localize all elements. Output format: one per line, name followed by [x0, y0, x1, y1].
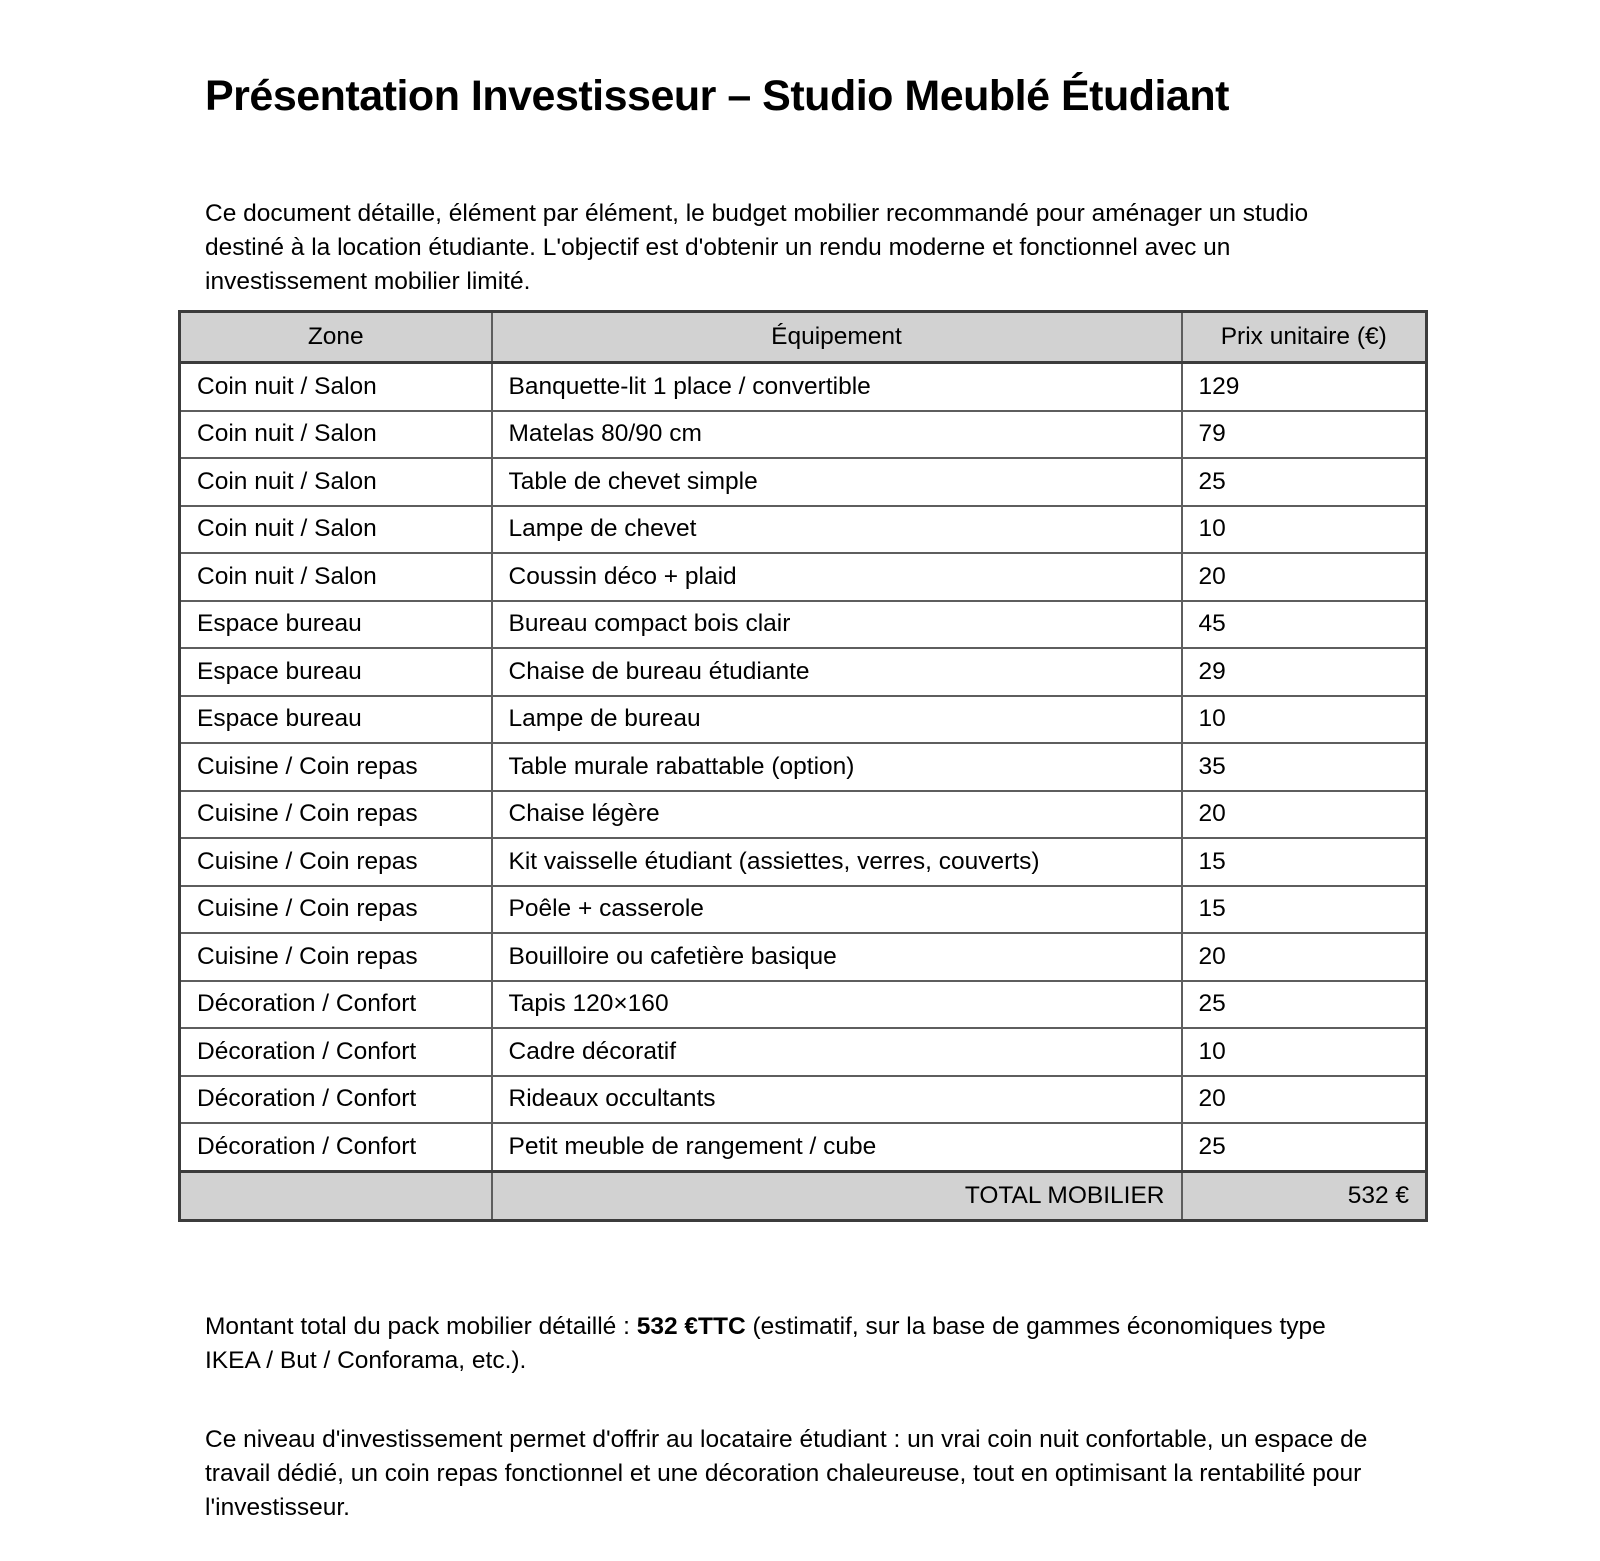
zone-cell: Espace bureau: [180, 648, 492, 696]
budget-table: [178, 310, 1428, 1222]
total-paragraph-amount: 532 €TTC: [636, 1312, 746, 1340]
table-row: [180, 743, 1427, 791]
prix-cell: 20: [1182, 933, 1427, 981]
table-row: [180, 981, 1427, 1029]
zone-cell: Décoration / Confort: [180, 1028, 492, 1076]
total-empty-cell: [180, 1171, 492, 1220]
equipement-cell: Table murale rabattable (option): [492, 743, 1182, 791]
zone-cell: Cuisine / Coin repas: [180, 743, 492, 791]
table-row: [180, 1028, 1427, 1076]
col-header-prix: Prix unitaire (€): [1182, 312, 1427, 363]
equipement-cell: Bouilloire ou cafetière basique: [492, 933, 1182, 981]
prix-cell: 20: [1182, 553, 1427, 601]
prix-cell: 20: [1182, 791, 1427, 839]
prix-cell: 25: [1182, 981, 1427, 1029]
prix-cell: 129: [1182, 363, 1427, 411]
table-row: [180, 601, 1427, 649]
prix-cell: 29: [1182, 648, 1427, 696]
table-row: [180, 838, 1427, 886]
page-title: Présentation Investisseur – Studio Meublé Étudiant: [205, 72, 1229, 120]
prix-cell: 10: [1182, 696, 1427, 744]
zone-cell: Espace bureau: [180, 696, 492, 744]
equipement-cell: Banquette-lit 1 place / convertible: [492, 363, 1182, 411]
equipement-cell: Coussin déco + plaid: [492, 553, 1182, 601]
equipement-cell: Bureau compact bois clair: [492, 601, 1182, 649]
prix-cell: 79: [1182, 411, 1427, 459]
zone-cell: Coin nuit / Salon: [180, 506, 492, 554]
total-paragraph-before: Montant total du pack mobilier détaillé :: [205, 1312, 637, 1340]
prix-cell: 10: [1182, 506, 1427, 554]
col-header-equipement: Équipement: [492, 312, 1182, 363]
equipement-cell: Lampe de bureau: [492, 696, 1182, 744]
table-row: [180, 1123, 1427, 1171]
table-row: [180, 363, 1427, 411]
equipement-cell: Poêle + casserole: [492, 886, 1182, 934]
header-row: [180, 312, 1427, 363]
prix-cell: 15: [1182, 886, 1427, 934]
table-row: [180, 696, 1427, 744]
closing-paragraph: Ce niveau d'investissement permet d'offrir au locataire étudiant : un vrai coin nuit confortable, un espace de travail dédié, un coin repas fonctionnel et une décoration chaleureuse, tout en optimisant la rentabilité pour l'investisseur.: [205, 1425, 1368, 1521]
zone-cell: Cuisine / Coin repas: [180, 933, 492, 981]
table-body: [180, 363, 1427, 1172]
table-row: [180, 411, 1427, 459]
prix-cell: 35: [1182, 743, 1427, 791]
table-row: [180, 506, 1427, 554]
prix-cell: 45: [1182, 601, 1427, 649]
table-row: [180, 886, 1427, 934]
intro-paragraph: Ce document détaille, élément par élément, le budget mobilier recommandé pour aménager un studio destiné à la location étudiante. L'objectif est d'obtenir un rendu moderne et fonctionnel avec un investissement mobilier limité.: [205, 199, 1309, 295]
equipement-cell: Chaise légère: [492, 791, 1182, 839]
equipement-cell: Kit vaisselle étudiant (assiettes, verres, couverts): [492, 838, 1182, 886]
zone-cell: Espace bureau: [180, 601, 492, 649]
equipement-cell: Lampe de chevet: [492, 506, 1182, 554]
total-paragraph-after: (estimatif, sur la base de gammes économiques type IKEA / But / Conforama, etc.).: [205, 1312, 1326, 1374]
total-label: TOTAL MOBILIER: [492, 1171, 1182, 1220]
total-row: [180, 1171, 1427, 1220]
total-paragraph: [205, 1310, 1370, 1378]
equipement-cell: Petit meuble de rangement / cube: [492, 1123, 1182, 1171]
zone-cell: Cuisine / Coin repas: [180, 838, 492, 886]
equipement-cell: Rideaux occultants: [492, 1076, 1182, 1124]
table-row: [180, 458, 1427, 506]
table-row: [180, 553, 1427, 601]
table-row: [180, 933, 1427, 981]
zone-cell: Coin nuit / Salon: [180, 553, 492, 601]
table-footer: [180, 1171, 1427, 1220]
prix-cell: 25: [1182, 458, 1427, 506]
zone-cell: Coin nuit / Salon: [180, 411, 492, 459]
table-row: [180, 791, 1427, 839]
zone-cell: Décoration / Confort: [180, 981, 492, 1029]
equipement-cell: Cadre décoratif: [492, 1028, 1182, 1076]
zone-cell: Cuisine / Coin repas: [180, 886, 492, 934]
table-header: [180, 312, 1427, 363]
col-header-zone: Zone: [180, 312, 492, 363]
equipement-cell: Table de chevet simple: [492, 458, 1182, 506]
equipement-cell: Matelas 80/90 cm: [492, 411, 1182, 459]
table-row: [180, 1076, 1427, 1124]
zone-cell: Coin nuit / Salon: [180, 363, 492, 411]
zone-cell: Coin nuit / Salon: [180, 458, 492, 506]
prix-cell: 25: [1182, 1123, 1427, 1171]
zone-cell: Décoration / Confort: [180, 1076, 492, 1124]
zone-cell: Cuisine / Coin repas: [180, 791, 492, 839]
prix-cell: 20: [1182, 1076, 1427, 1124]
zone-cell: Décoration / Confort: [180, 1123, 492, 1171]
total-value: 532 €: [1182, 1171, 1427, 1220]
equipement-cell: Chaise de bureau étudiante: [492, 648, 1182, 696]
prix-cell: 10: [1182, 1028, 1427, 1076]
prix-cell: 15: [1182, 838, 1427, 886]
equipement-cell: Tapis 120×160: [492, 981, 1182, 1029]
table-row: [180, 648, 1427, 696]
